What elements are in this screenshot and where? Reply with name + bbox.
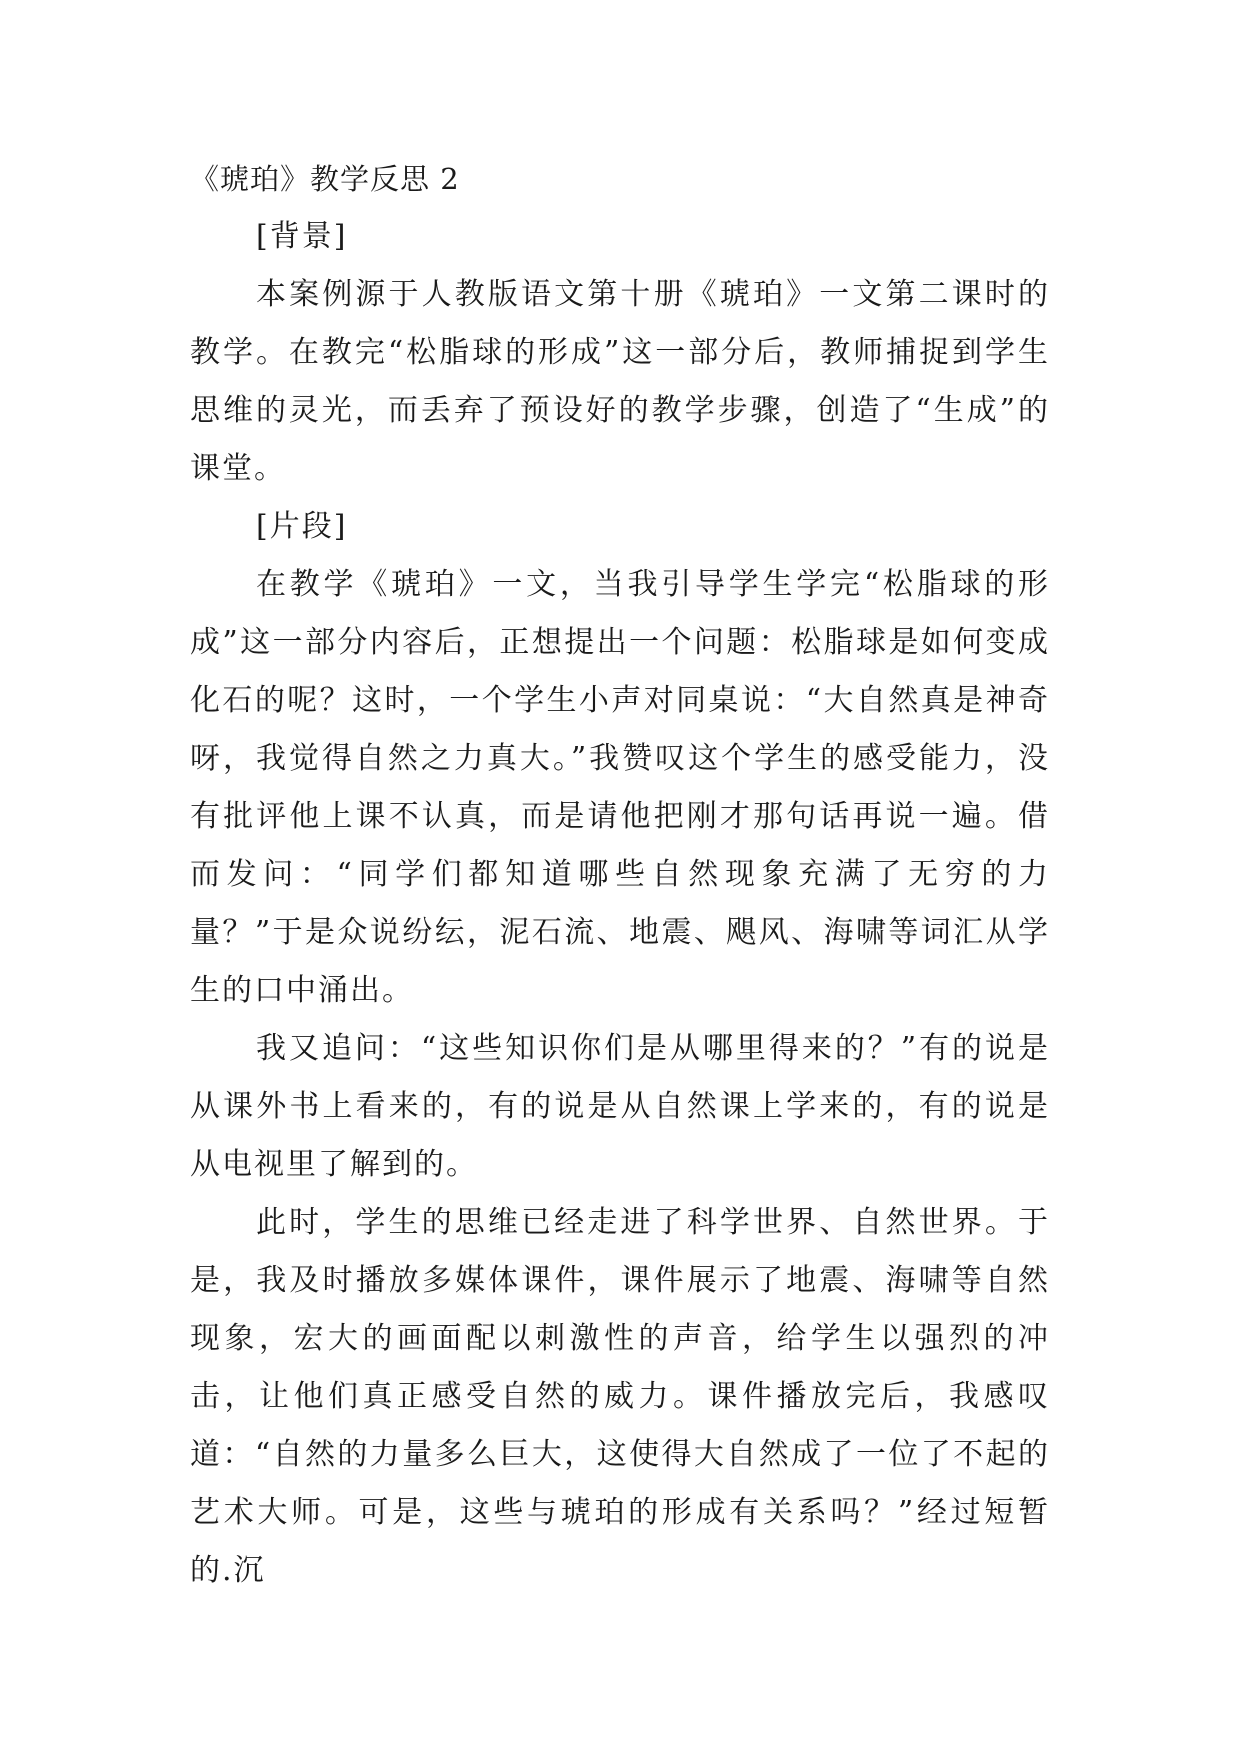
section-label-background: [背景] (256, 219, 348, 254)
paragraph: 此时，学生的思维已经走进了科学世界、自然世界。于是，我及时播放多媒体课件，课件展示了地震、海啸等自然现象，宏大的画面配以刺激性的声音，给学生以强烈的冲击，让他们真正感受自然的威力。课件播放完后，我感叹道：“自然的力量多么巨大，这使得大自然成了一位了不起的艺术大师。可是，这些与琥珀的形成有关系吗？”经过短暂的.沉 (190, 1205, 1050, 1588)
paragraph: 本案例源于人教版语文第十册《琥珀》一文第二课时的教学。在教完“松脂球的形成”这一部分后，教师捕捉到学生思维的灵光，而丢弃了预设好的教学步骤，创造了“生成”的课堂。 (190, 277, 1050, 486)
document-title: 《琥珀》教学反思 2 (190, 162, 460, 196)
paragraph: 我又追问：“这些知识你们是从哪里得来的？”有的说是从课外书上看来的，有的说是从自然课上学来的，有的说是从电视里了解到的。 (190, 1031, 1050, 1182)
section-excerpt (190, 498, 1050, 1600)
section-background (190, 208, 1050, 498)
section-label-excerpt: [片段] (256, 509, 348, 544)
document-page (190, 150, 1050, 1600)
paragraph: 在教学《琥珀》一文，当我引导学生学完“松脂球的形成”这一部分内容后，正想提出一个问题：松脂球是如何变成化石的呢？这时，一个学生小声对同桌说：“大自然真是神奇呀，我觉得自然之力真大。”我赞叹这个学生的感受能力，没有批评他上课不认真，而是请他把刚才那句话再说一遍。借而发问：“同学们都知道哪些自然现象充满了无穷的力量？”于是众说纷纭，泥石流、地震、飓风、海啸等词汇从学生的口中涌出。 (190, 567, 1050, 1008)
